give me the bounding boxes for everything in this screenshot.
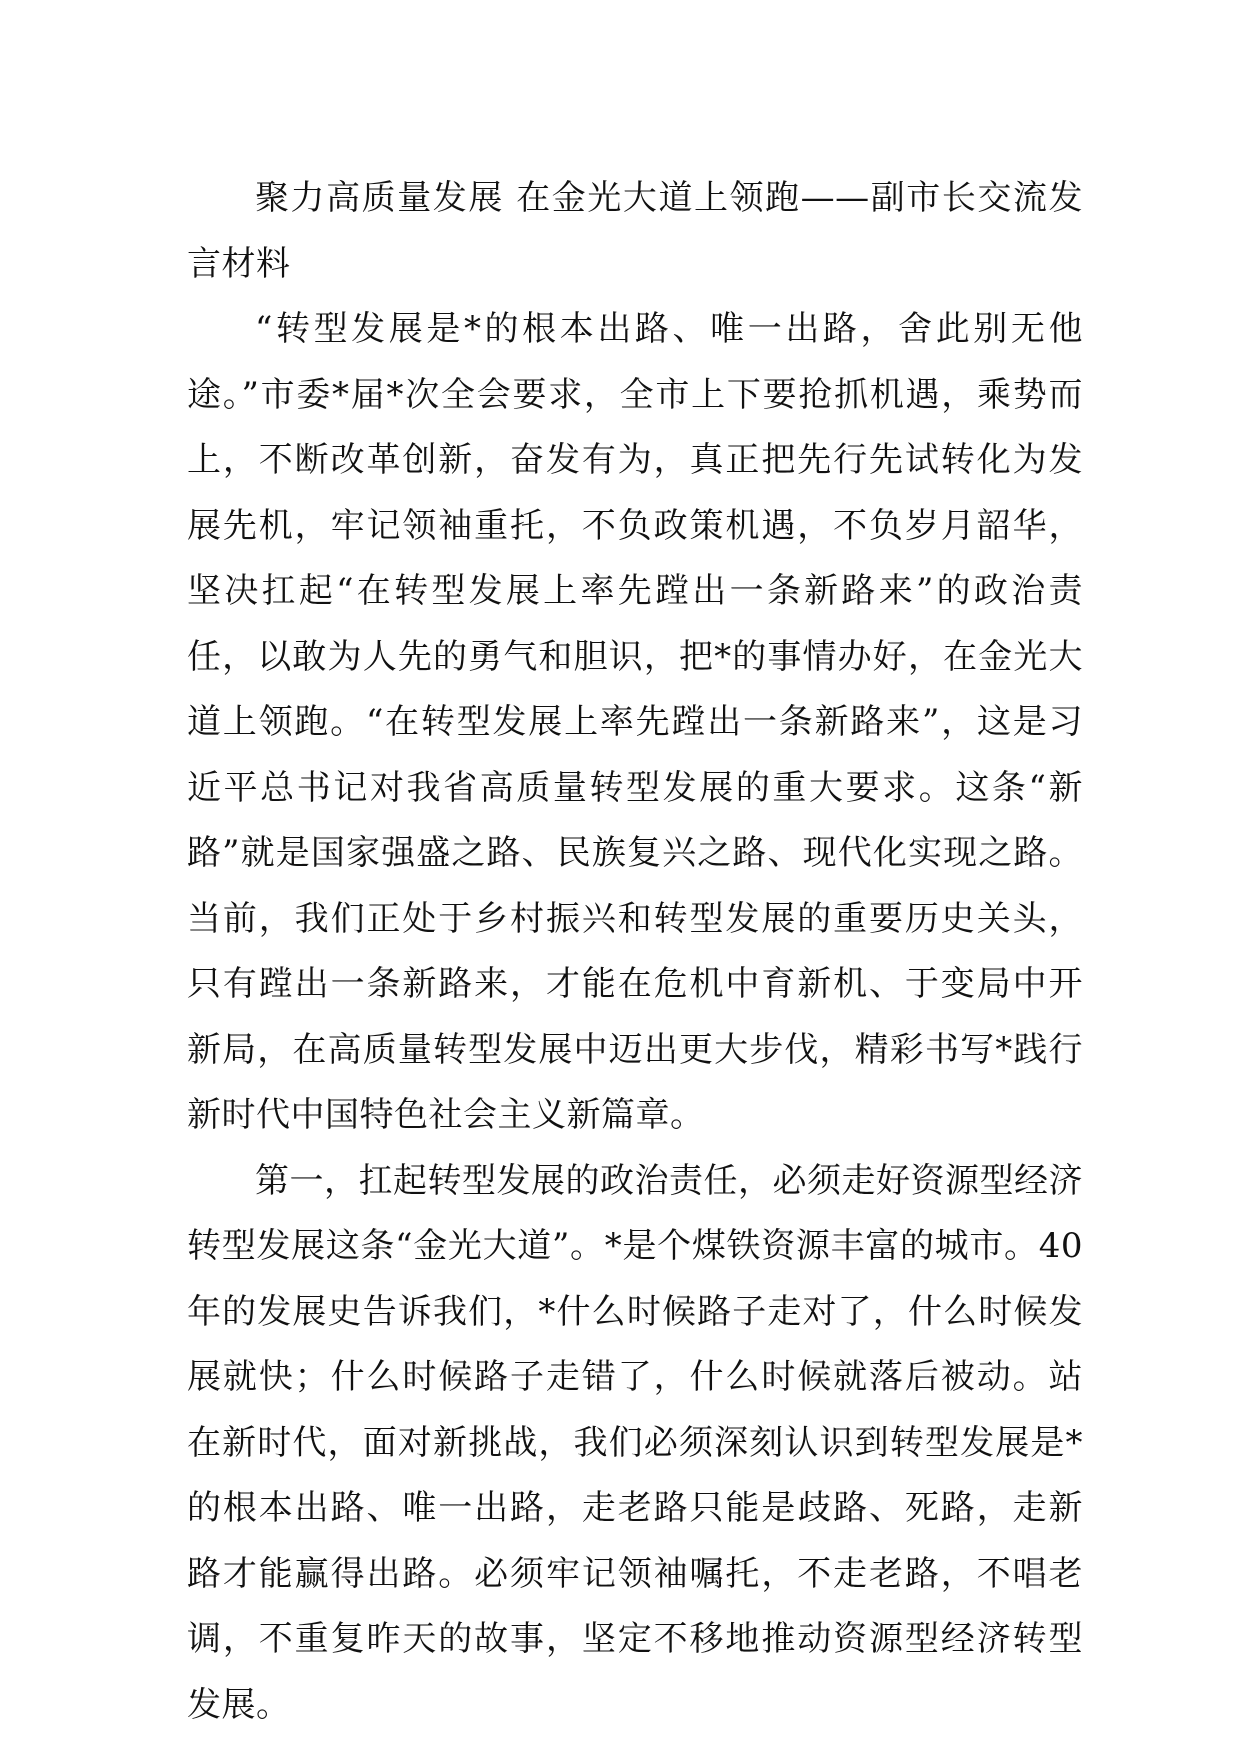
document-body: [187, 166, 1083, 1738]
document-title: 聚力高质量发展 在金光大道上领跑——副市长交流发言材料: [187, 178, 1083, 284]
paragraph-first-point: 第一，扛起转型发展的政治责任，必须走好资源型经济转型发展这条“金光大道”。*是个煤铁资源丰富的城市。40年的发展史告诉我们，*什么时候路子走对了，什么时候发展就快；什么时候路子走错了，什么时候就落后被动。站在新时代，面对新挑战，我们必须深刻认识到转型发展是*的根本出路、唯一出路，走老路只能是歧路、死路，走新路才能赢得出路。必须牢记领袖嘱托，不走老路，不唱老调，不重复昨天的故事，坚定不移地推动资源型经济转型发展。: [187, 1160, 1083, 1725]
paragraph-intro: “转型发展是*的根本出路、唯一出路，舍此别无他途。”市委*届*次全会要求，全市上下要抢抓机遇，乘势而上，不断改革创新，奋发有为，真正把先行先试转化为发展先机，牢记领袖重托，不负政策机遇，不负岁月韶华，坚决扛起“在转型发展上率先蹚出一条新路来”的政治责任，以敢为人先的勇气和胆识，把*的事情办好，在金光大道上领跑。“在转型发展上率先蹚出一条新路来”，这是习近平总书记对我省高质量转型发展的重大要求。这条“新路”就是国家强盛之路、民族复兴之路、现代化实现之路。当前，我们正处于乡村振兴和转型发展的重要历史关头，只有蹚出一条新路来，才能在危机中育新机、于变局中开新局，在高质量转型发展中迈出更大步伐，精彩书写*践行新时代中国特色社会主义新篇章。: [187, 309, 1083, 1135]
